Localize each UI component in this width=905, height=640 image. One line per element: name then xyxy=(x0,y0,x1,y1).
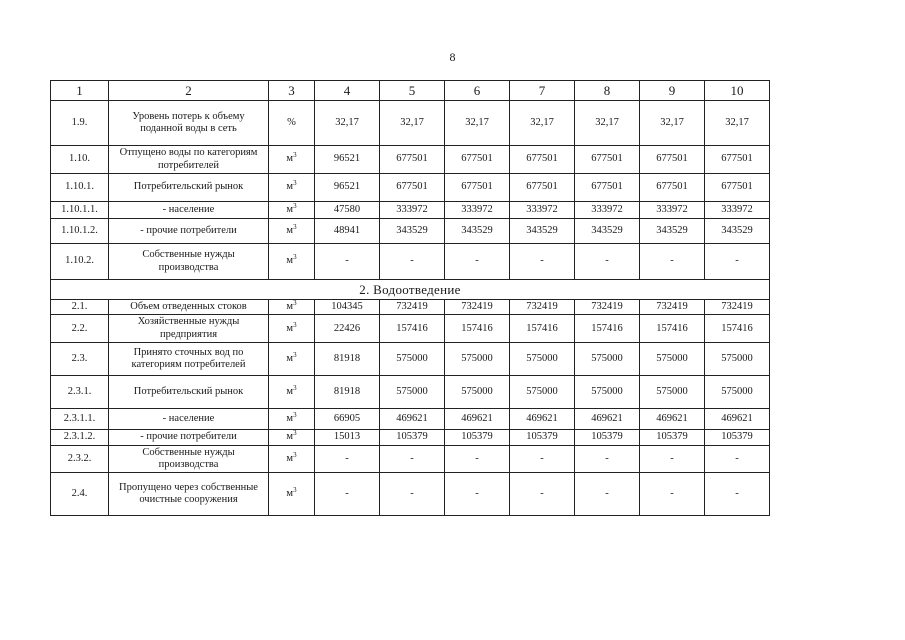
value-cell: 333972 xyxy=(705,202,770,219)
row-id-cell: 1.10.1. xyxy=(51,174,109,202)
value-cell: - xyxy=(575,445,640,473)
unit-cell xyxy=(269,101,315,146)
value-cell: 333972 xyxy=(380,202,445,219)
value-cell: 32,17 xyxy=(445,101,510,146)
section-row xyxy=(51,280,770,300)
unit-cell xyxy=(269,174,315,202)
table-row xyxy=(51,174,770,202)
unit-superscript: 3 xyxy=(293,299,297,307)
value-cell: 343529 xyxy=(575,219,640,244)
value-cell: 677501 xyxy=(510,174,575,202)
row-id-cell: 2.2. xyxy=(51,315,109,343)
row-label-cell: - население xyxy=(109,409,269,430)
row-label-cell: - прочие потребители xyxy=(109,430,269,445)
header-cell: 1 xyxy=(51,81,109,101)
value-cell: - xyxy=(640,473,705,516)
value-cell: 32,17 xyxy=(315,101,380,146)
value-cell: 157416 xyxy=(510,315,575,343)
row-id-cell: 2.3.2. xyxy=(51,445,109,473)
value-cell: 575000 xyxy=(380,376,445,409)
value-cell: - xyxy=(705,244,770,280)
value-cell: 677501 xyxy=(575,174,640,202)
row-id-cell: 2.3.1.1. xyxy=(51,409,109,430)
value-cell: 732419 xyxy=(380,300,445,315)
header-cell: 5 xyxy=(380,81,445,101)
value-cell: 32,17 xyxy=(705,101,770,146)
value-cell: 677501 xyxy=(445,146,510,174)
value-cell: 105379 xyxy=(380,430,445,445)
value-cell: 469621 xyxy=(575,409,640,430)
value-cell: 677501 xyxy=(510,146,575,174)
value-cell: 32,17 xyxy=(380,101,445,146)
table-row xyxy=(51,473,770,516)
table-row xyxy=(51,300,770,315)
unit-text: м xyxy=(286,352,294,364)
section-title: 2. Водоотведение xyxy=(51,280,770,300)
unit-cell xyxy=(269,300,315,315)
value-cell: 32,17 xyxy=(640,101,705,146)
value-cell: 96521 xyxy=(315,146,380,174)
table-row xyxy=(51,315,770,343)
header-cell: 6 xyxy=(445,81,510,101)
header-cell: 2 xyxy=(109,81,269,101)
unit-text: м xyxy=(286,224,294,236)
value-cell: - xyxy=(510,473,575,516)
unit-superscript: 3 xyxy=(293,151,297,160)
row-label-cell: Принято сточных вод по категориям потребителей xyxy=(109,343,269,376)
row-id-cell: 2.1. xyxy=(51,300,109,315)
value-cell: 343529 xyxy=(640,219,705,244)
row-id-cell: 2.3.1. xyxy=(51,376,109,409)
value-cell: - xyxy=(445,445,510,473)
value-cell: 677501 xyxy=(705,174,770,202)
unit-cell xyxy=(269,473,315,516)
unit-text: м xyxy=(286,203,294,215)
value-cell: 96521 xyxy=(315,174,380,202)
value-cell: - xyxy=(510,244,575,280)
row-id-cell: 1.9. xyxy=(51,101,109,146)
value-cell: 105379 xyxy=(640,430,705,445)
value-cell: 575000 xyxy=(575,376,640,409)
value-cell: - xyxy=(380,445,445,473)
value-cell: 677501 xyxy=(445,174,510,202)
value-cell: - xyxy=(510,445,575,473)
value-cell: 575000 xyxy=(640,376,705,409)
value-cell: 32,17 xyxy=(510,101,575,146)
table-row xyxy=(51,219,770,244)
value-cell: 469621 xyxy=(380,409,445,430)
value-cell: 469621 xyxy=(640,409,705,430)
value-cell: 32,17 xyxy=(575,101,640,146)
value-cell: - xyxy=(575,244,640,280)
row-label-cell: Хозяйственные нужды предприятия xyxy=(109,315,269,343)
value-cell: 732419 xyxy=(705,300,770,315)
table-row xyxy=(51,445,770,473)
header-cell: 3 xyxy=(269,81,315,101)
table-row xyxy=(51,343,770,376)
value-cell: 47580 xyxy=(315,202,380,219)
value-cell: 333972 xyxy=(510,202,575,219)
row-label-cell: Собственные нужды производства xyxy=(109,445,269,473)
value-cell: 343529 xyxy=(705,219,770,244)
header-cell: 8 xyxy=(575,81,640,101)
value-cell: 677501 xyxy=(705,146,770,174)
unit-superscript: 3 xyxy=(293,410,297,419)
unit-text: м xyxy=(286,452,294,464)
value-cell: - xyxy=(705,473,770,516)
value-cell: - xyxy=(705,445,770,473)
value-cell: 469621 xyxy=(705,409,770,430)
unit-superscript: 3 xyxy=(293,253,297,262)
unit-superscript: 3 xyxy=(293,383,297,392)
unit-text: % xyxy=(287,116,296,128)
value-cell: - xyxy=(575,473,640,516)
unit-text: м xyxy=(286,488,294,500)
unit-cell xyxy=(269,219,315,244)
value-cell: - xyxy=(380,473,445,516)
value-cell: 677501 xyxy=(380,146,445,174)
unit-cell xyxy=(269,244,315,280)
row-id-cell: 1.10.1.2. xyxy=(51,219,109,244)
unit-text: м xyxy=(286,322,294,334)
value-cell: 15013 xyxy=(315,430,380,445)
table-row xyxy=(51,409,770,430)
unit-superscript: 3 xyxy=(293,486,297,495)
value-cell: - xyxy=(315,244,380,280)
value-cell: - xyxy=(445,244,510,280)
value-cell: 677501 xyxy=(575,146,640,174)
unit-cell xyxy=(269,343,315,376)
value-cell: - xyxy=(640,244,705,280)
unit-text: м xyxy=(286,412,294,424)
value-cell: 333972 xyxy=(640,202,705,219)
unit-cell xyxy=(269,430,315,445)
table-row xyxy=(51,146,770,174)
unit-text: м xyxy=(286,301,294,312)
value-cell: 677501 xyxy=(640,174,705,202)
header-cell: 7 xyxy=(510,81,575,101)
row-id-cell: 1.10. xyxy=(51,146,109,174)
value-cell: 575000 xyxy=(380,343,445,376)
unit-text: м xyxy=(286,255,294,267)
row-id-cell: 2.3. xyxy=(51,343,109,376)
value-cell: 732419 xyxy=(510,300,575,315)
header-cell: 10 xyxy=(705,81,770,101)
unit-text: м xyxy=(286,181,294,193)
value-cell: 105379 xyxy=(510,430,575,445)
value-cell: 22426 xyxy=(315,315,380,343)
value-cell: 105379 xyxy=(575,430,640,445)
value-cell: 575000 xyxy=(705,376,770,409)
value-cell: 575000 xyxy=(640,343,705,376)
value-cell: - xyxy=(380,244,445,280)
row-label-cell: Пропущено через собственные очистные сооружения xyxy=(109,473,269,516)
row-label-cell: - прочие потребители xyxy=(109,219,269,244)
table-row xyxy=(51,244,770,280)
value-cell: 732419 xyxy=(445,300,510,315)
table-row xyxy=(51,430,770,445)
unit-superscript: 3 xyxy=(293,429,297,438)
value-cell: 732419 xyxy=(575,300,640,315)
row-label-cell: Потребительский рынок xyxy=(109,376,269,409)
row-label-cell: Уровень потерь к объему поданной воды в сеть xyxy=(109,101,269,146)
value-cell: 575000 xyxy=(510,343,575,376)
value-cell: 81918 xyxy=(315,376,380,409)
row-label-cell: - население xyxy=(109,202,269,219)
value-cell: 157416 xyxy=(575,315,640,343)
unit-superscript: 3 xyxy=(293,201,297,210)
table-row xyxy=(51,202,770,219)
value-cell: - xyxy=(445,473,510,516)
row-id-cell: 1.10.2. xyxy=(51,244,109,280)
unit-cell xyxy=(269,146,315,174)
unit-cell xyxy=(269,315,315,343)
unit-cell xyxy=(269,376,315,409)
value-cell: 575000 xyxy=(575,343,640,376)
value-cell: 677501 xyxy=(640,146,705,174)
value-cell: 677501 xyxy=(380,174,445,202)
value-cell: 157416 xyxy=(445,315,510,343)
unit-superscript: 3 xyxy=(293,350,297,359)
value-cell: 575000 xyxy=(445,343,510,376)
value-cell: - xyxy=(315,473,380,516)
unit-cell xyxy=(269,202,315,219)
value-cell: 157416 xyxy=(380,315,445,343)
value-cell: 575000 xyxy=(445,376,510,409)
row-label-cell: Потребительский рынок xyxy=(109,174,269,202)
unit-superscript: 3 xyxy=(293,179,297,188)
header-cell: 4 xyxy=(315,81,380,101)
row-label-cell: Отпущено воды по категориям потребителей xyxy=(109,146,269,174)
value-cell: 81918 xyxy=(315,343,380,376)
page-number: 8 xyxy=(449,50,456,64)
value-cell: 105379 xyxy=(445,430,510,445)
value-cell: 575000 xyxy=(510,376,575,409)
value-cell: 469621 xyxy=(445,409,510,430)
value-cell: 469621 xyxy=(510,409,575,430)
row-label-cell: Собственные нужды производства xyxy=(109,244,269,280)
unit-superscript: 3 xyxy=(293,222,297,231)
header-cell: 9 xyxy=(640,81,705,101)
unit-text: м xyxy=(286,385,294,397)
row-id-cell: 2.3.1.2. xyxy=(51,430,109,445)
unit-text: м xyxy=(286,431,294,443)
value-cell: 104345 xyxy=(315,300,380,315)
unit-cell xyxy=(269,409,315,430)
value-cell: 343529 xyxy=(445,219,510,244)
table-row xyxy=(51,101,770,146)
value-cell: 343529 xyxy=(380,219,445,244)
value-cell: 157416 xyxy=(705,315,770,343)
row-id-cell: 1.10.1.1. xyxy=(51,202,109,219)
value-cell: 732419 xyxy=(640,300,705,315)
unit-cell xyxy=(269,445,315,473)
value-cell: - xyxy=(315,445,380,473)
row-id-cell: 2.4. xyxy=(51,473,109,516)
value-cell: 575000 xyxy=(705,343,770,376)
unit-text: м xyxy=(286,153,294,165)
value-cell: 343529 xyxy=(510,219,575,244)
header-row xyxy=(51,81,770,101)
value-cell: 48941 xyxy=(315,219,380,244)
value-cell: 333972 xyxy=(445,202,510,219)
table-row xyxy=(51,376,770,409)
unit-superscript: 3 xyxy=(293,320,297,329)
value-cell: 157416 xyxy=(640,315,705,343)
unit-superscript: 3 xyxy=(293,450,297,459)
value-cell: 333972 xyxy=(575,202,640,219)
value-cell: 105379 xyxy=(705,430,770,445)
row-label-cell: Объем отведенных стоков xyxy=(109,300,269,315)
value-cell: 66905 xyxy=(315,409,380,430)
data-table xyxy=(50,80,770,516)
value-cell: - xyxy=(640,445,705,473)
